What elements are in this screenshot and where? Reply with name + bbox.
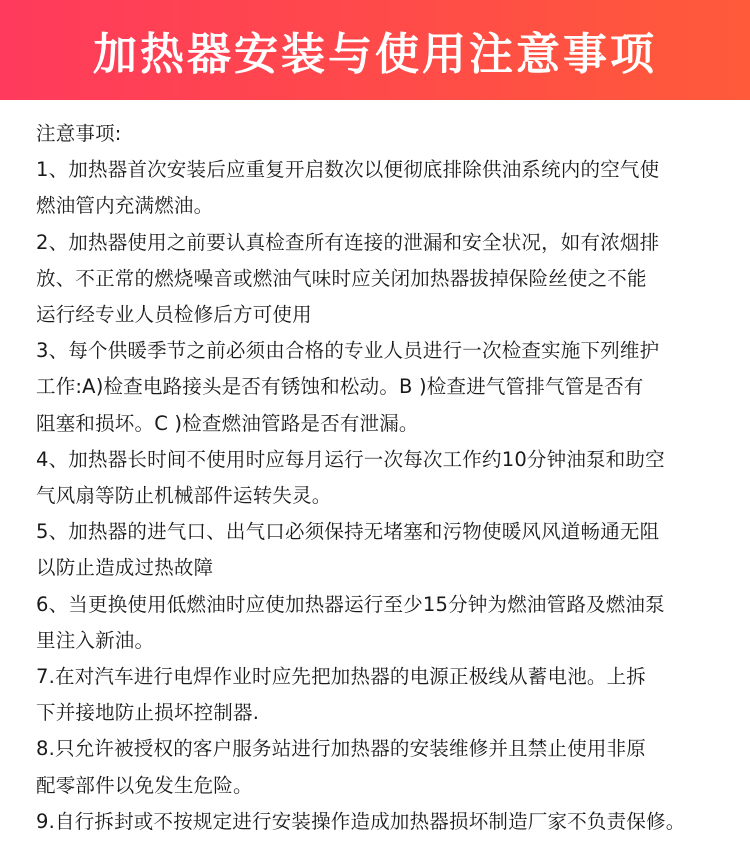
notice-line: 8.只允许被授权的客户服务站进行加热器的安装维修并且禁止使用非原 [36, 737, 647, 761]
notice-line: 2、加热器使用之前要认真检查所有连接的泄漏和安全状况，如有浓烟排 [36, 230, 660, 254]
notice-line: 7.在对汽车进行电焊作业时应先把加热器的电源正极线从蓄电池。上拆 [36, 665, 647, 689]
notice-text-block [36, 116, 726, 840]
notice-line: 6、当更换使用低燃油时应使加热器运行至少15分钟为燃油管路及燃油泵 [36, 592, 665, 616]
header-banner [0, 0, 750, 100]
notice-line: 以防止造成过热故障 [36, 556, 214, 580]
notice-line: 1、加热器首次安装后应重复开启数次以便彻底排除供油系统内的空气使 [36, 158, 660, 182]
notice-line: 里注入新油。 [36, 628, 155, 652]
notice-line: 配零部件以免发生危险。 [36, 773, 253, 797]
page-title: 加热器安装与使用注意事项 [93, 29, 657, 80]
notice-line: 9.自行拆封或不按规定进行安装操作造成加热器损坏制造厂家不负责保修。 [36, 809, 686, 833]
notice-line: 3、每个供暖季节之前必须由合格的专业人员进行一次检查实施下列维护 [36, 339, 660, 363]
notice-line: 阻塞和损坏。C )检查燃油管路是否有泄漏。 [36, 411, 419, 435]
notice-line: 燃油管内充满燃油。 [36, 194, 214, 218]
notice-line: 下并接地防止损坏控制器. [36, 701, 260, 725]
notice-line: 放、不正常的燃烧噪音或燃油气味时应关闭加热器拔掉保险丝使之不能 [36, 266, 647, 290]
notice-line: 气风扇等防止机械部件运转失灵。 [36, 484, 332, 508]
notice-line: 4、加热器长时间不使用时应每月运行一次每次工作约10分钟油泵和助空 [36, 447, 665, 471]
notice-line: 5、加热器的进气口、出气口必须保持无堵塞和污物使暖风风道畅通无阻 [36, 520, 660, 544]
notice-line: 工作:A)检查电路接头是否有锈蚀和松动。B )检查进气管排气管是否有 [36, 375, 644, 399]
notice-line: 运行经专业人员检修后方可使用 [36, 303, 312, 327]
notice-heading: 注意事项: [36, 122, 122, 145]
